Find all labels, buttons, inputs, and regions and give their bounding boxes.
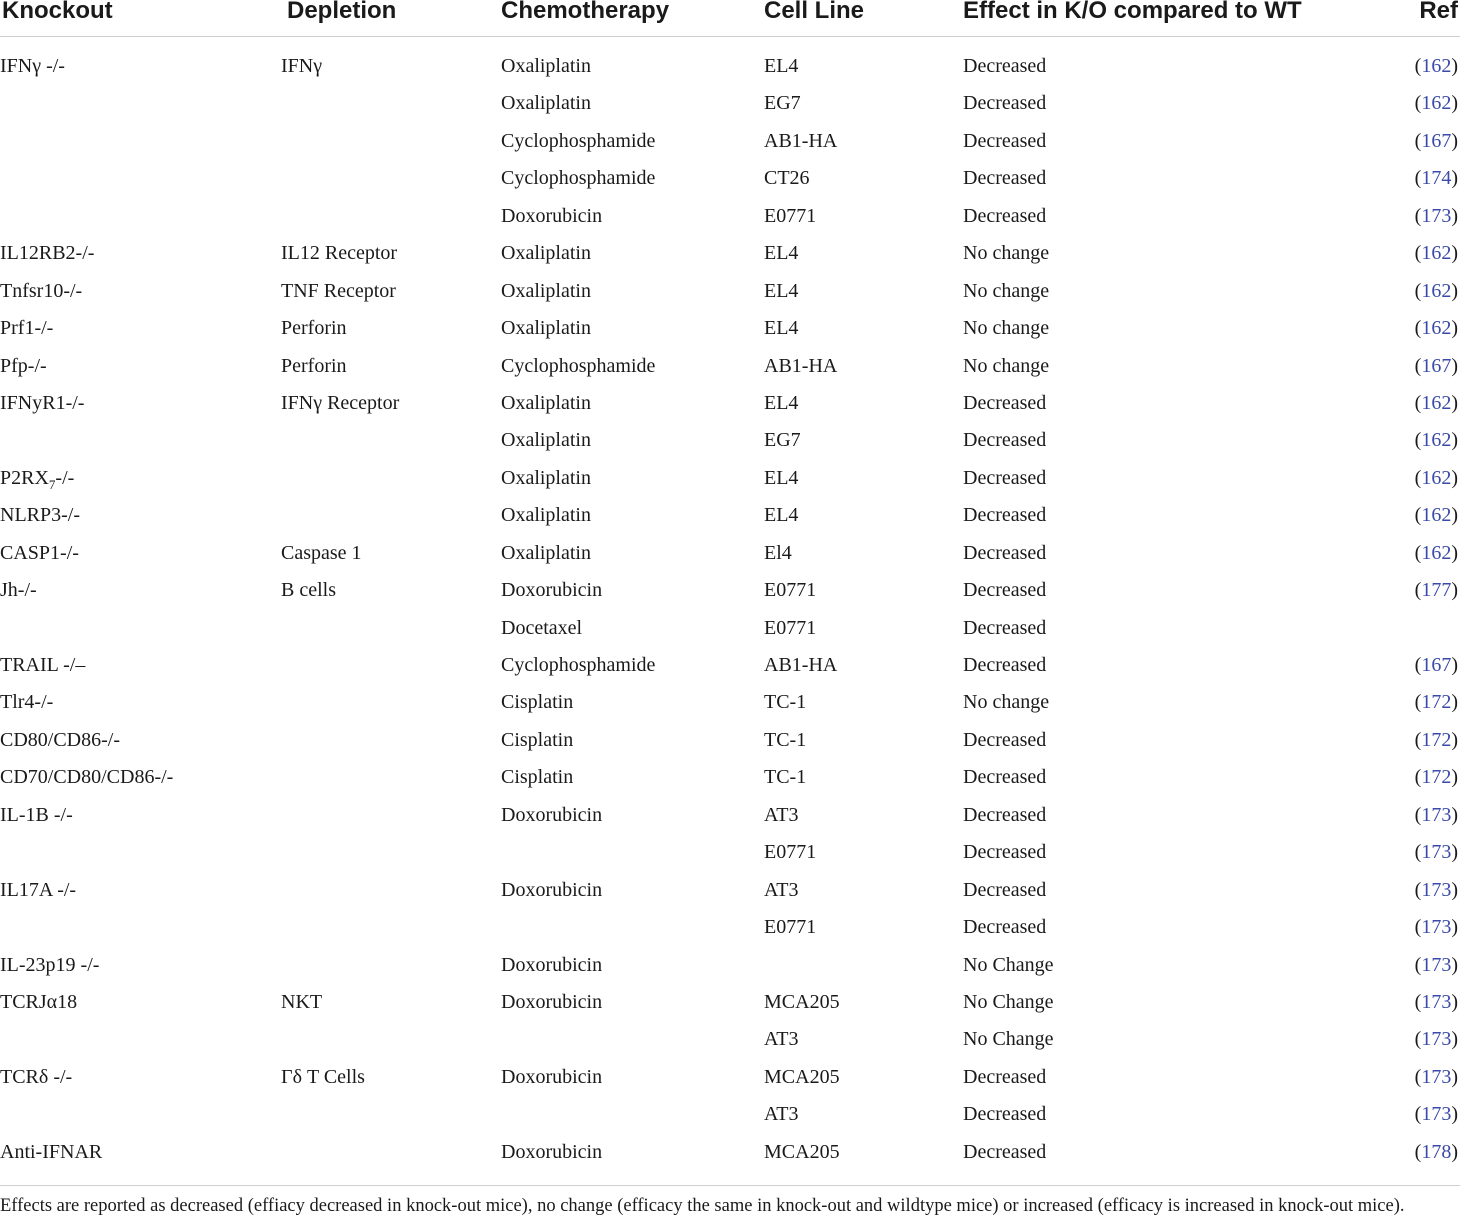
knockout-text: IL-1B -/- xyxy=(0,803,73,826)
ref-link[interactable]: (162) xyxy=(1414,429,1458,452)
ref-link[interactable]: (162) xyxy=(1414,504,1458,527)
knockout-text: Anti-IFNAR xyxy=(0,1140,103,1163)
cell-depletion: Perforin xyxy=(281,317,347,340)
cell-chemotherapy: Cyclophosphamide xyxy=(501,654,656,676)
cell-line: AT3 xyxy=(764,1028,799,1051)
cell-chemotherapy: Oxaliplatin xyxy=(501,466,591,489)
table-row xyxy=(0,310,1460,347)
knockout-text: NLRP3-/- xyxy=(0,504,80,527)
cell-knockout xyxy=(0,759,173,796)
cell-effect: Decreased xyxy=(963,204,1047,227)
cell-line: MCA205 xyxy=(764,990,840,1013)
cell-chemotherapy: Oxaliplatin xyxy=(501,92,591,115)
cell-chemotherapy: Oxaliplatin xyxy=(501,504,591,527)
ref-number[interactable]: 162 xyxy=(1421,504,1452,527)
cell-chemotherapy: Doxorubicin xyxy=(501,990,603,1013)
knockout-text: IFNyR1-/- xyxy=(0,391,85,414)
cell-line: EL4 xyxy=(764,317,799,340)
ref-number[interactable]: 162 xyxy=(1421,541,1452,564)
ref-number[interactable]: 162 xyxy=(1421,279,1452,302)
table-row xyxy=(0,48,1460,85)
ref-number[interactable]: 162 xyxy=(1421,317,1452,340)
cell-chemotherapy: Oxaliplatin xyxy=(501,242,591,265)
ref-link[interactable]: (172) xyxy=(1414,728,1458,751)
table-row xyxy=(0,647,1460,684)
table-row xyxy=(0,834,1460,871)
ref-link[interactable]: (173) xyxy=(1414,1103,1458,1126)
ref-link[interactable]: (162) xyxy=(1414,279,1458,302)
knockout-text: P2RX xyxy=(0,466,49,489)
cell-effect: Decreased xyxy=(963,466,1047,489)
table-row xyxy=(0,422,1460,459)
cell-line: EL4 xyxy=(764,242,799,265)
header-effect: Effect in K/O compared to WT xyxy=(963,0,1302,24)
cell-effect: Decreased xyxy=(963,728,1047,751)
ref-link[interactable]: (173) xyxy=(1414,1065,1458,1088)
table-footnote: Effects are reported as decreased (effiacy decreased in knock-out mice), no change (efficacy the same in knock-out and wildtype mice) or increased (efficacy is increased in knock-out mice). xyxy=(0,1196,1405,1216)
ref-number[interactable]: 162 xyxy=(1421,242,1452,265)
table-row xyxy=(0,535,1460,572)
ref-link[interactable]: (177) xyxy=(1414,579,1458,602)
ref-link[interactable]: (173) xyxy=(1414,1028,1458,1051)
table-header xyxy=(0,0,1460,37)
ref-number[interactable]: 172 xyxy=(1421,766,1452,789)
cell-line: EL4 xyxy=(764,279,799,302)
cell-chemotherapy: Doxorubicin xyxy=(501,579,603,602)
ref-link[interactable]: (173) xyxy=(1414,953,1458,976)
ref-link[interactable]: (162) xyxy=(1414,391,1458,414)
cell-line: TC-1 xyxy=(764,691,807,714)
cell-line: AT3 xyxy=(764,803,799,826)
cell-chemotherapy: Cyclophosphamide xyxy=(501,129,656,152)
cell-chemotherapy: Doxorubicin xyxy=(501,803,603,826)
cell-depletion: IFNγ Receptor xyxy=(281,391,400,414)
ref-link[interactable]: (162) xyxy=(1414,92,1458,115)
cell-knockout xyxy=(0,572,37,609)
cell-effect: Decreased xyxy=(963,916,1047,939)
table-row xyxy=(0,947,1460,984)
cell-chemotherapy: Oxaliplatin xyxy=(501,55,591,77)
cell-knockout xyxy=(0,872,76,909)
knockout-text: TRAIL -/– xyxy=(0,654,86,676)
header-knockout: Knockout xyxy=(2,0,113,24)
cell-line: EG7 xyxy=(764,92,801,115)
cell-effect: Decreased xyxy=(963,129,1047,152)
table-row xyxy=(0,85,1460,122)
table-row xyxy=(0,797,1460,834)
table-row xyxy=(0,610,1460,647)
cell-chemotherapy: Cisplatin xyxy=(501,691,574,714)
knockout-suffix: -/- xyxy=(55,466,75,489)
knockout-subscript: 7 xyxy=(48,476,56,492)
ref-link[interactable]: (172) xyxy=(1414,691,1458,714)
cell-effect: Decreased xyxy=(963,1140,1047,1163)
ref-number[interactable]: 167 xyxy=(1421,129,1452,152)
table-row xyxy=(0,460,1460,497)
knockout-text: CD70/CD80/CD86-/- xyxy=(0,766,174,789)
ref-link[interactable]: (173) xyxy=(1414,916,1458,939)
table-row xyxy=(0,123,1460,160)
ref-link[interactable]: (178) xyxy=(1414,1140,1458,1163)
cell-chemotherapy: Doxorubicin xyxy=(501,204,603,227)
cell-effect: No Change xyxy=(963,990,1054,1013)
cell-effect: Decreased xyxy=(963,504,1047,527)
header-cell-line: Cell Line xyxy=(764,0,865,24)
cell-line: AT3 xyxy=(764,878,799,901)
cell-line: AB1-HA xyxy=(764,354,838,377)
table-row xyxy=(0,1096,1460,1133)
cell-knockout xyxy=(0,310,53,347)
table-row xyxy=(0,273,1460,310)
cell-line: E0771 xyxy=(764,841,817,864)
ref-link[interactable]: (162) xyxy=(1414,541,1458,564)
cell-line: EL4 xyxy=(764,55,799,77)
ref-number[interactable]: 173 xyxy=(1421,1103,1452,1126)
table-row xyxy=(0,385,1460,422)
cell-chemotherapy: Doxorubicin xyxy=(501,878,603,901)
knockout-text: CD80/CD86-/- xyxy=(0,728,120,751)
ref-number[interactable]: 173 xyxy=(1421,204,1452,227)
cell-depletion: IFNγ xyxy=(281,55,323,77)
table-row xyxy=(0,348,1460,385)
cell-line: El4 xyxy=(764,541,792,564)
knockout-text: Prf1-/- xyxy=(0,317,54,340)
cell-chemotherapy: Cyclophosphamide xyxy=(501,354,656,377)
cell-chemotherapy: Docetaxel xyxy=(501,616,583,639)
cell-line: EG7 xyxy=(764,429,801,452)
ref-link[interactable]: (172) xyxy=(1414,766,1458,789)
cell-line: AB1-HA xyxy=(764,654,838,676)
ref-link[interactable]: (174) xyxy=(1414,167,1458,190)
ref-number[interactable]: 167 xyxy=(1421,354,1452,377)
table-row xyxy=(0,759,1460,796)
ref-number[interactable]: 162 xyxy=(1421,55,1452,77)
ref-number[interactable]: 173 xyxy=(1421,803,1452,826)
cell-effect: No change xyxy=(963,317,1050,340)
cell-depletion: Γδ T Cells xyxy=(281,1065,365,1088)
ref-link[interactable]: (167) xyxy=(1414,354,1458,377)
cell-effect: No change xyxy=(963,242,1050,265)
table-row xyxy=(0,497,1460,534)
header-ref: Ref xyxy=(1419,0,1458,24)
cell-knockout xyxy=(0,984,77,1021)
cell-chemotherapy: Cyclophosphamide xyxy=(501,167,656,190)
cell-line: E0771 xyxy=(764,616,817,639)
knockout-text: CASP1-/- xyxy=(0,541,79,564)
cell-knockout xyxy=(0,235,94,272)
cell-depletion: IL12 Receptor xyxy=(281,242,398,265)
cell-depletion: Caspase 1 xyxy=(281,541,362,564)
ref-number[interactable]: 162 xyxy=(1421,466,1452,489)
knockout-text: Tlr4-/- xyxy=(0,691,54,714)
cell-line: MCA205 xyxy=(764,1140,840,1163)
cell-line: AT3 xyxy=(764,1103,799,1126)
cell-knockout xyxy=(0,48,65,85)
cell-line: EL4 xyxy=(764,504,799,527)
header-chemotherapy: Chemotherapy xyxy=(501,0,670,24)
ref-link[interactable]: (173) xyxy=(1414,990,1458,1013)
knockout-text: IL17A -/- xyxy=(0,878,77,901)
cell-knockout xyxy=(0,273,82,310)
cell-line: EL4 xyxy=(764,466,799,489)
cell-line: E0771 xyxy=(764,579,817,602)
cell-knockout xyxy=(0,348,47,385)
ref-number[interactable]: 173 xyxy=(1421,1028,1452,1051)
table-row xyxy=(0,198,1460,235)
cell-effect: Decreased xyxy=(963,579,1047,602)
table-row xyxy=(0,572,1460,609)
table-row xyxy=(0,984,1460,1021)
cell-effect: Decreased xyxy=(963,167,1047,190)
ref-number[interactable]: 174 xyxy=(1421,167,1452,190)
ref-number[interactable]: 162 xyxy=(1421,391,1452,414)
ref-link[interactable]: (173) xyxy=(1414,204,1458,227)
knockout-text: TCRδ -/- xyxy=(0,1065,73,1088)
cell-line: E0771 xyxy=(764,204,817,227)
ref-link[interactable]: (162) xyxy=(1414,317,1458,340)
ref-link[interactable]: (167) xyxy=(1414,129,1458,152)
ref-number[interactable]: 173 xyxy=(1421,1065,1452,1088)
cell-line: TC-1 xyxy=(764,728,807,751)
knockout-text: IFNγ -/- xyxy=(0,55,65,77)
cell-knockout xyxy=(0,722,120,759)
footer-divider xyxy=(0,1185,1460,1186)
cell-effect: Decreased xyxy=(963,1065,1047,1088)
table-body xyxy=(0,48,1460,1171)
ref-number[interactable]: 173 xyxy=(1421,878,1452,901)
ref-link[interactable]: (173) xyxy=(1414,803,1458,826)
cell-effect: Decreased xyxy=(963,841,1047,864)
table-row xyxy=(0,722,1460,759)
cell-effect: Decreased xyxy=(963,55,1047,77)
knockout-text: IL-23p19 -/- xyxy=(0,953,100,976)
cell-line: TC-1 xyxy=(764,766,807,789)
header-depletion: Depletion xyxy=(287,0,397,24)
cell-chemotherapy: Oxaliplatin xyxy=(501,391,591,414)
cell-depletion: TNF Receptor xyxy=(281,279,396,302)
cell-depletion: Perforin xyxy=(281,354,347,377)
cell-chemotherapy: Cisplatin xyxy=(501,728,574,751)
table-row xyxy=(0,909,1460,946)
cell-line: E0771 xyxy=(764,916,817,939)
cell-line: MCA205 xyxy=(764,1065,840,1088)
cell-knockout xyxy=(0,947,99,984)
cell-effect: Decreased xyxy=(963,1103,1047,1126)
ref-link[interactable]: (162) xyxy=(1414,242,1458,265)
cell-effect: No change xyxy=(963,354,1050,377)
table-row xyxy=(0,1021,1460,1058)
cell-line: EL4 xyxy=(764,391,799,414)
cell-knockout xyxy=(0,647,85,684)
knockout-text: TCRJα18 xyxy=(0,990,78,1013)
cell-effect: Decreased xyxy=(963,92,1047,115)
cell-effect: Decreased xyxy=(963,429,1047,452)
table-row xyxy=(0,1059,1460,1096)
ref-number[interactable]: 172 xyxy=(1421,728,1452,751)
cell-knockout xyxy=(0,1059,72,1096)
cell-effect: Decreased xyxy=(963,616,1047,639)
ref-link[interactable]: (167) xyxy=(1414,654,1458,676)
ref-link[interactable]: (162) xyxy=(1414,55,1458,77)
cell-chemotherapy: Oxaliplatin xyxy=(501,541,591,564)
cell-line: CT26 xyxy=(764,167,810,190)
cell-effect: No change xyxy=(963,691,1050,714)
ref-number[interactable]: 173 xyxy=(1421,990,1452,1013)
cell-knockout xyxy=(0,535,79,572)
cell-chemotherapy: Oxaliplatin xyxy=(501,429,591,452)
table-row xyxy=(0,160,1460,197)
knockout-text: Pfp-/- xyxy=(0,354,47,377)
cell-chemotherapy: Oxaliplatin xyxy=(501,279,591,302)
cell-effect: Decreased xyxy=(963,391,1047,414)
cell-effect: Decreased xyxy=(963,878,1047,901)
ref-number[interactable]: 177 xyxy=(1421,579,1452,602)
cell-chemotherapy: Doxorubicin xyxy=(501,1140,603,1163)
ref-link[interactable]: (173) xyxy=(1414,878,1458,901)
ref-number[interactable]: 173 xyxy=(1421,916,1452,939)
cell-depletion: NKT xyxy=(281,990,323,1013)
knockout-text: Jh-/- xyxy=(0,579,37,602)
knockout-text: IL12RB2-/- xyxy=(0,242,95,265)
cell-effect: Decreased xyxy=(963,654,1047,676)
table-row xyxy=(0,684,1460,721)
table-row xyxy=(0,872,1460,909)
cell-knockout xyxy=(0,497,80,534)
cell-effect: Decreased xyxy=(963,803,1047,826)
table-row xyxy=(0,235,1460,272)
cell-effect: No change xyxy=(963,279,1050,302)
cell-chemotherapy: Oxaliplatin xyxy=(501,317,591,340)
table-row xyxy=(0,1134,1460,1171)
ref-number[interactable]: 173 xyxy=(1421,841,1452,864)
cell-knockout xyxy=(0,684,53,721)
cell-chemotherapy: Doxorubicin xyxy=(501,953,603,976)
cell-chemotherapy: Doxorubicin xyxy=(501,1065,603,1088)
ref-number[interactable]: 162 xyxy=(1421,429,1452,452)
cell-effect: No Change xyxy=(963,1028,1054,1051)
cell-effect: Decreased xyxy=(963,766,1047,789)
ref-number[interactable]: 178 xyxy=(1421,1140,1452,1163)
ref-number[interactable]: 162 xyxy=(1421,92,1452,115)
cell-chemotherapy: Cisplatin xyxy=(501,766,574,789)
ref-link[interactable]: (173) xyxy=(1414,841,1458,864)
cell-knockout xyxy=(0,385,84,422)
ref-link[interactable]: (162) xyxy=(1414,466,1458,489)
knockout-text: Tnfsr10-/- xyxy=(0,279,83,302)
cell-knockout xyxy=(0,1134,102,1171)
cell-depletion: B cells xyxy=(281,579,336,602)
cell-effect: No Change xyxy=(963,953,1054,976)
cell-knockout xyxy=(0,797,73,834)
ref-number[interactable]: 172 xyxy=(1421,691,1452,714)
ref-number[interactable]: 167 xyxy=(1421,654,1452,676)
cell-effect: Decreased xyxy=(963,541,1047,564)
cell-line: AB1-HA xyxy=(764,129,838,152)
ref-number[interactable]: 173 xyxy=(1421,953,1452,976)
